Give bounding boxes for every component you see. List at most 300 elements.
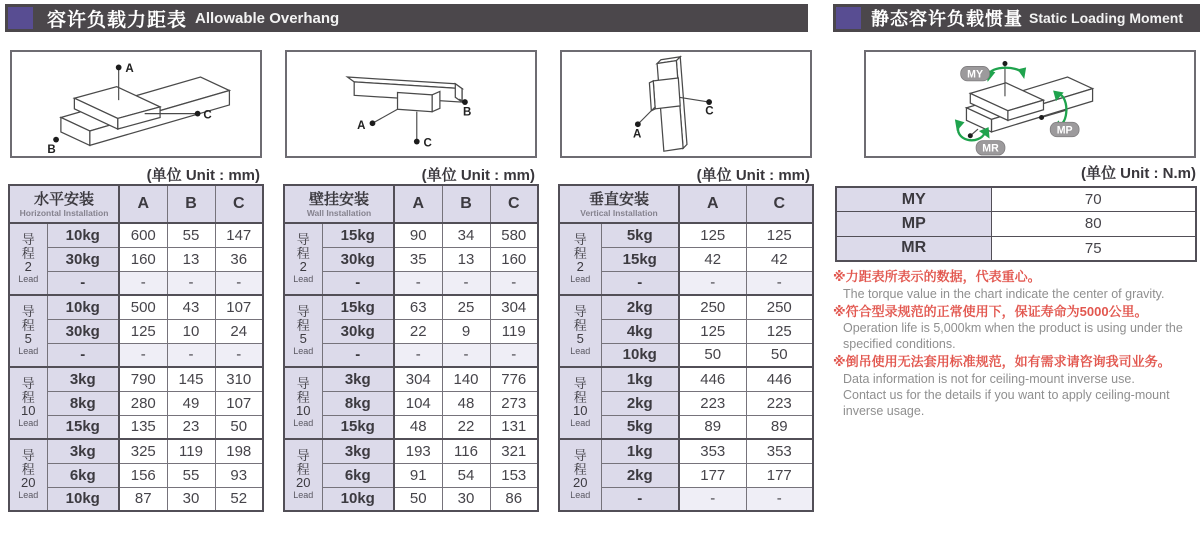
value-cell: 198 [215, 439, 263, 463]
lead-char: 导 [21, 448, 35, 464]
load-cell: 30kg [322, 319, 394, 343]
load-cell: 5kg [601, 415, 679, 439]
vertical-rail-drawing [562, 52, 810, 156]
vertical-table-container [558, 184, 814, 512]
point-c-label: C [203, 109, 212, 122]
moment-table-container [835, 186, 1197, 262]
value-cell: - [679, 271, 746, 295]
lead-header [559, 367, 601, 439]
value-cell: 34 [442, 223, 490, 247]
column-header: B [167, 185, 215, 223]
table-row [9, 463, 263, 487]
point-b-label: B [47, 144, 56, 156]
table-row [9, 223, 263, 247]
horizontal-installation-diagram [10, 50, 262, 158]
lead-en: Lead [570, 273, 591, 284]
moment-row [836, 212, 1196, 237]
load-cell: 3kg [47, 367, 119, 391]
lead-number: 2 [24, 259, 32, 275]
value-cell: - [746, 487, 813, 511]
table-title [559, 185, 679, 223]
value-cell: 321 [490, 439, 538, 463]
lead-header [559, 439, 601, 511]
load-cell: 4kg [601, 319, 679, 343]
left-section-header [5, 4, 808, 32]
value-cell: 9 [442, 319, 490, 343]
table-row [9, 367, 263, 391]
value-cell: 25 [442, 295, 490, 319]
lead-header [284, 295, 322, 367]
value-cell: - [167, 271, 215, 295]
vertical-installation-diagram [560, 50, 812, 158]
table-row [9, 439, 263, 463]
column-header: A [394, 185, 442, 223]
overhang-table [8, 184, 264, 512]
moment-label: MP [836, 212, 991, 237]
table-row [9, 271, 263, 295]
mr-badge-label: MR [982, 142, 999, 155]
note-zh: ※力距表所表示的数据，代表重心。 [833, 269, 1041, 284]
left-header-title-zh: 容许负载力距表 [47, 9, 188, 31]
note-en-line: specified conditions. [843, 337, 956, 351]
load-cell: 15kg [601, 247, 679, 271]
load-cell: 15kg [47, 415, 119, 439]
table-row [9, 343, 263, 367]
lead-char: 程 [21, 317, 35, 333]
table-row [284, 463, 538, 487]
lead-char: 导 [21, 304, 35, 320]
value-cell: 125 [119, 319, 167, 343]
table-row [9, 391, 263, 415]
point-a-label: A [125, 63, 134, 76]
wall-rail-drawing [287, 52, 535, 156]
table-row [284, 343, 538, 367]
value-cell: - [746, 271, 813, 295]
moment-table [835, 186, 1197, 262]
lead-char: 程 [573, 389, 587, 405]
point-c-label: C [705, 105, 714, 118]
value-cell: 147 [215, 223, 263, 247]
moment-label: MR [836, 236, 991, 261]
load-cell: 30kg [322, 247, 394, 271]
note-en-line: Contact us for the details if you want to apply ceiling-mount [843, 387, 1170, 402]
lead-en: Lead [293, 489, 314, 500]
value-cell: 104 [394, 391, 442, 415]
value-cell: 125 [679, 319, 746, 343]
horizontal-table-container [8, 184, 264, 512]
lead-number: 10 [573, 403, 588, 419]
value-cell: - [394, 271, 442, 295]
value-cell: 52 [215, 487, 263, 511]
lead-char: 导 [573, 448, 587, 464]
moment-axes-diagram [864, 50, 1196, 158]
value-cell: 55 [167, 463, 215, 487]
load-cell: 10kg [47, 295, 119, 319]
value-cell: 125 [746, 223, 813, 247]
table-title [284, 185, 394, 223]
lead-char: 导 [296, 232, 310, 248]
value-cell: 140 [442, 367, 490, 391]
wall-table-container [283, 184, 539, 512]
table-title-en: Wall Installation [306, 207, 372, 218]
value-cell: 42 [746, 247, 813, 271]
note-item [833, 268, 1200, 302]
lead-en: Lead [18, 489, 39, 500]
value-cell: 119 [167, 439, 215, 463]
value-cell: - [119, 271, 167, 295]
value-cell: - [215, 271, 263, 295]
value-cell: 107 [215, 391, 263, 415]
load-cell: 15kg [322, 223, 394, 247]
value-cell: - [167, 343, 215, 367]
value-cell: 446 [746, 367, 813, 391]
table-row [284, 487, 538, 511]
load-cell: 15kg [322, 295, 394, 319]
lead-number: 2 [576, 259, 584, 275]
value-cell: 304 [490, 295, 538, 319]
value-cell: 223 [679, 391, 746, 415]
load-cell: - [322, 271, 394, 295]
table-row [9, 319, 263, 343]
lead-char: 程 [296, 317, 310, 333]
load-cell: 10kg [47, 223, 119, 247]
value-cell: 89 [746, 415, 813, 439]
value-cell: 446 [679, 367, 746, 391]
value-cell: 153 [490, 463, 538, 487]
point-a-label: A [633, 128, 642, 141]
unit-label-mm: (单位 Unit : mm) [146, 167, 260, 184]
load-cell: 8kg [47, 391, 119, 415]
load-cell: 8kg [322, 391, 394, 415]
load-cell: 2kg [601, 463, 679, 487]
value-cell: 86 [490, 487, 538, 511]
column-header: A [119, 185, 167, 223]
load-cell: 1kg [601, 439, 679, 463]
lead-en: Lead [570, 345, 591, 356]
value-cell: 131 [490, 415, 538, 439]
lead-number: 10 [21, 403, 36, 419]
column-header: A [679, 185, 746, 223]
load-cell: - [601, 271, 679, 295]
overhang-table [558, 184, 814, 512]
value-cell: 48 [394, 415, 442, 439]
unit-label-nm: (单位 Unit : N.m) [1081, 165, 1196, 182]
table-row [284, 391, 538, 415]
value-cell: 50 [746, 343, 813, 367]
table-title [9, 185, 119, 223]
value-cell: 10 [167, 319, 215, 343]
value-cell: 280 [119, 391, 167, 415]
point-b-label: B [463, 106, 472, 119]
lead-number: 20 [573, 475, 588, 491]
lead-char: 导 [296, 448, 310, 464]
lead-number: 2 [299, 259, 307, 275]
load-cell: 3kg [47, 439, 119, 463]
lead-char: 程 [21, 389, 35, 405]
table-row [284, 223, 538, 247]
lead-en: Lead [293, 417, 314, 428]
lead-char: 程 [573, 461, 587, 477]
value-cell: 91 [394, 463, 442, 487]
lead-char: 导 [296, 304, 310, 320]
load-cell: 5kg [601, 223, 679, 247]
unit-label-mm: (单位 Unit : mm) [696, 167, 810, 184]
lead-number: 20 [21, 475, 36, 491]
value-cell: - [442, 343, 490, 367]
value-cell: 35 [394, 247, 442, 271]
lead-header [9, 295, 47, 367]
table-row [559, 439, 813, 463]
table-row [9, 415, 263, 439]
table-row [559, 295, 813, 319]
load-cell: - [47, 271, 119, 295]
moment-value: 75 [991, 236, 1196, 261]
value-cell: 50 [679, 343, 746, 367]
moment-row [836, 236, 1196, 261]
my-badge-label: MY [967, 68, 984, 81]
value-cell: 135 [119, 415, 167, 439]
value-cell: 22 [442, 415, 490, 439]
load-cell: 2kg [601, 391, 679, 415]
value-cell: 125 [746, 319, 813, 343]
table-row [284, 319, 538, 343]
value-cell: 160 [490, 247, 538, 271]
unit-label-mm: (单位 Unit : mm) [421, 167, 535, 184]
value-cell: 156 [119, 463, 167, 487]
table-row [9, 247, 263, 271]
load-cell: 30kg [47, 247, 119, 271]
moment-row [836, 187, 1196, 212]
value-cell: 353 [746, 439, 813, 463]
overhang-table [283, 184, 539, 512]
table-row [9, 487, 263, 511]
column-header: C [490, 185, 538, 223]
point-c-label: C [423, 137, 432, 150]
note-item [833, 303, 1200, 353]
value-cell: 790 [119, 367, 167, 391]
lead-char: 导 [573, 376, 587, 392]
table-title-zh: 垂直安装 [589, 190, 650, 208]
lead-en: Lead [293, 273, 314, 284]
lead-header [9, 223, 47, 295]
value-cell: 250 [746, 295, 813, 319]
table-row [284, 367, 538, 391]
lead-char: 程 [573, 317, 587, 333]
value-cell: 273 [490, 391, 538, 415]
table-row [284, 271, 538, 295]
lead-en: Lead [570, 489, 591, 500]
lead-header [284, 223, 322, 295]
value-cell: 23 [167, 415, 215, 439]
value-cell: 125 [679, 223, 746, 247]
table-row [559, 367, 813, 391]
load-cell: 30kg [47, 319, 119, 343]
right-section-header [833, 4, 1200, 32]
value-cell: 30 [442, 487, 490, 511]
load-cell: 10kg [47, 487, 119, 511]
wall-installation-diagram [285, 50, 537, 158]
right-header-title-en: Static Loading Moment [1029, 10, 1183, 26]
value-cell: 160 [119, 247, 167, 271]
lead-char: 程 [573, 245, 587, 261]
lead-header [9, 367, 47, 439]
table-row [284, 439, 538, 463]
note-en-line: The torque value in the chart indicate the center of gravity. [843, 286, 1165, 301]
header-row [9, 185, 263, 223]
load-cell: - [601, 487, 679, 511]
value-cell: 54 [442, 463, 490, 487]
value-cell: 310 [215, 367, 263, 391]
left-header-title-en: Allowable Overhang [195, 9, 340, 27]
moment-rail-drawing [866, 52, 1194, 156]
lead-number: 5 [24, 331, 32, 347]
value-cell: - [490, 343, 538, 367]
value-cell: 90 [394, 223, 442, 247]
value-cell: 50 [215, 415, 263, 439]
notes-block [833, 268, 1200, 468]
lead-en: Lead [293, 345, 314, 356]
value-cell: 177 [746, 463, 813, 487]
value-cell: 580 [490, 223, 538, 247]
column-header: C [746, 185, 813, 223]
note-item [833, 353, 1200, 419]
value-cell: 36 [215, 247, 263, 271]
value-cell: 48 [442, 391, 490, 415]
value-cell: 119 [490, 319, 538, 343]
load-cell: 2kg [601, 295, 679, 319]
value-cell: 116 [442, 439, 490, 463]
note-zh: ※倒吊使用无法套用标准规范，如有需求请咨询我司业务。 [833, 354, 1171, 369]
table-row [9, 295, 263, 319]
lead-char: 程 [296, 245, 310, 261]
lead-header [284, 367, 322, 439]
note-en-line: Data information is not for ceiling-mount inverse use. [843, 371, 1135, 386]
lead-char: 程 [296, 389, 310, 405]
value-cell: 13 [167, 247, 215, 271]
horizontal-rail-drawing [12, 52, 260, 156]
column-header: B [442, 185, 490, 223]
value-cell: 353 [679, 439, 746, 463]
value-cell: 43 [167, 295, 215, 319]
value-cell: 600 [119, 223, 167, 247]
table-title-zh: 壁挂安装 [309, 190, 370, 208]
note-en-line: Operation life is 5,000km when the product is using under the [843, 321, 1183, 335]
lead-char: 导 [21, 232, 35, 248]
lead-header [559, 223, 601, 295]
moment-value: 70 [991, 187, 1196, 212]
value-cell: 63 [394, 295, 442, 319]
value-cell: 22 [394, 319, 442, 343]
value-cell: 304 [394, 367, 442, 391]
value-cell: 30 [167, 487, 215, 511]
accent-square-icon [8, 7, 33, 29]
value-cell: 776 [490, 367, 538, 391]
load-cell: - [322, 343, 394, 367]
value-cell: 50 [394, 487, 442, 511]
table-row [284, 247, 538, 271]
load-cell: 3kg [322, 439, 394, 463]
lead-char: 导 [21, 376, 35, 392]
load-cell: 1kg [601, 367, 679, 391]
lead-en: Lead [18, 345, 39, 356]
value-cell: 87 [119, 487, 167, 511]
load-cell: 10kg [322, 487, 394, 511]
value-cell: 89 [679, 415, 746, 439]
lead-char: 导 [573, 304, 587, 320]
load-cell: 10kg [601, 343, 679, 367]
value-cell: - [679, 487, 746, 511]
value-cell: - [442, 271, 490, 295]
column-header: C [215, 185, 263, 223]
accent-square-icon [836, 7, 861, 29]
load-cell: 6kg [322, 463, 394, 487]
right-header-title-zh: 静态容许负载惯量 [871, 9, 1023, 29]
header-row [284, 185, 538, 223]
value-cell: 93 [215, 463, 263, 487]
value-cell: 325 [119, 439, 167, 463]
table-row [284, 415, 538, 439]
value-cell: - [490, 271, 538, 295]
value-cell: - [119, 343, 167, 367]
table-row [559, 223, 813, 247]
value-cell: 13 [442, 247, 490, 271]
value-cell: 500 [119, 295, 167, 319]
table-title-en: Vertical Installation [580, 207, 658, 218]
lead-en: Lead [18, 273, 39, 284]
value-cell: - [394, 343, 442, 367]
load-cell: 15kg [322, 415, 394, 439]
lead-char: 程 [21, 461, 35, 477]
table-row [284, 295, 538, 319]
value-cell: 24 [215, 319, 263, 343]
value-cell: - [215, 343, 263, 367]
table-title-zh: 水平安装 [33, 190, 94, 208]
lead-number: 5 [299, 331, 307, 347]
load-cell: - [47, 343, 119, 367]
note-en-line: inverse usage. [843, 403, 925, 418]
load-cell: 6kg [47, 463, 119, 487]
value-cell: 49 [167, 391, 215, 415]
lead-en: Lead [18, 417, 39, 428]
lead-char: 导 [296, 376, 310, 392]
lead-header [9, 439, 47, 511]
lead-char: 程 [296, 461, 310, 477]
lead-char: 程 [21, 245, 35, 261]
lead-number: 20 [296, 475, 311, 491]
moment-label: MY [836, 187, 991, 212]
load-cell: 3kg [322, 367, 394, 391]
table-title-en: Horizontal Installation [19, 207, 109, 218]
lead-header [559, 295, 601, 367]
value-cell: 193 [394, 439, 442, 463]
value-cell: 55 [167, 223, 215, 247]
header-row [559, 185, 813, 223]
value-cell: 145 [167, 367, 215, 391]
lead-number: 10 [296, 403, 311, 419]
mp-badge-label: MP [1056, 124, 1073, 137]
moment-value: 80 [991, 212, 1196, 237]
point-a-label: A [357, 120, 366, 133]
lead-number: 5 [576, 331, 584, 347]
value-cell: 223 [746, 391, 813, 415]
value-cell: 250 [679, 295, 746, 319]
value-cell: 177 [679, 463, 746, 487]
note-zh: ※符合型录规范的正常使用下，保证寿命为5000公里。 [833, 303, 1148, 319]
value-cell: 107 [215, 295, 263, 319]
lead-char: 导 [573, 232, 587, 248]
lead-header [284, 439, 322, 511]
lead-en: Lead [570, 417, 591, 428]
